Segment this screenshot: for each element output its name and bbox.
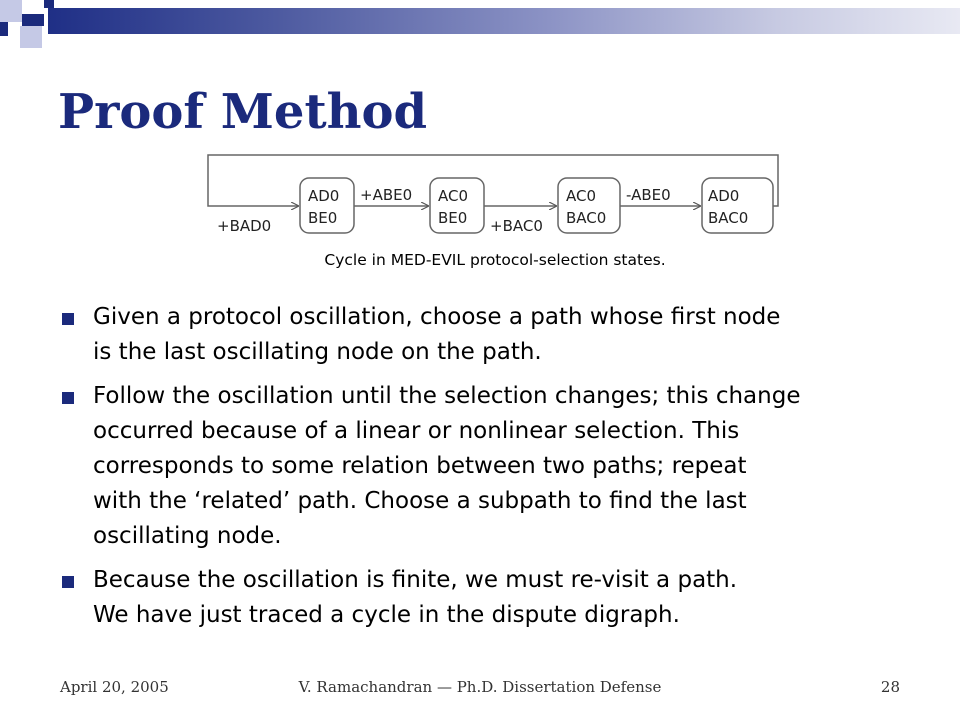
state-node	[300, 178, 354, 233]
decor-square	[44, 0, 54, 8]
bullet-item	[60, 563, 920, 633]
node-label: AC0	[438, 187, 469, 205]
bullet-line: is the last oscillating node on the path.	[93, 339, 542, 365]
header-gradient-bar	[48, 8, 960, 34]
loop-edge	[208, 155, 778, 206]
bullet-square-icon	[62, 576, 74, 588]
state-node	[430, 178, 484, 233]
decor-square	[0, 22, 8, 36]
node-label: BE0	[308, 209, 338, 227]
bullet-square-icon	[62, 392, 74, 404]
node-label: AD0	[308, 187, 340, 205]
page-number: 28	[880, 678, 900, 696]
bullet-list	[60, 300, 920, 642]
node-label: BAC0	[708, 209, 749, 227]
bullet-line: with the ‘related’ path. Choose a subpath to find the last	[93, 488, 747, 514]
decor-square	[0, 0, 22, 22]
state-node	[558, 178, 620, 233]
state-cycle-diagram	[200, 150, 800, 250]
figure-caption: Cycle in MED-EVIL protocol-selection states.	[324, 251, 666, 269]
footer-title: V. Ramachandran — Ph.D. Dissertation Defense	[298, 678, 662, 696]
node-label: AC0	[566, 187, 597, 205]
decor-square	[20, 26, 42, 48]
bullet-line: We have just traced a cycle in the dispute digraph.	[93, 602, 680, 628]
node-label: BE0	[438, 209, 468, 227]
edge-label: +BAC0	[490, 217, 543, 235]
bullet-line: Follow the oscillation until the selection changes; this change	[93, 383, 801, 409]
bullet-line: Because the oscillation is finite, we must re-visit a path.	[93, 567, 738, 593]
state-node	[702, 178, 773, 233]
bullet-line: Given a protocol oscillation, choose a path whose first node	[93, 304, 781, 330]
bullet-line: occurred because of a linear or nonlinear selection. This	[93, 418, 740, 444]
slide-title: Proof Method	[58, 84, 428, 140]
node-label: BAC0	[566, 209, 607, 227]
bullet-item	[60, 379, 920, 554]
decor-square	[22, 14, 44, 26]
loop-edge-label: +BAD0	[217, 217, 272, 235]
node-label: AD0	[708, 187, 740, 205]
bullet-item	[60, 300, 920, 370]
edge-label: -ABE0	[626, 186, 671, 204]
bullet-line: oscillating node.	[93, 523, 282, 549]
bullet-square-icon	[62, 313, 74, 325]
footer-date: April 20, 2005	[60, 678, 169, 696]
bullet-line: corresponds to some relation between two paths; repeat	[93, 453, 747, 479]
edge-label: +ABE0	[360, 186, 413, 204]
